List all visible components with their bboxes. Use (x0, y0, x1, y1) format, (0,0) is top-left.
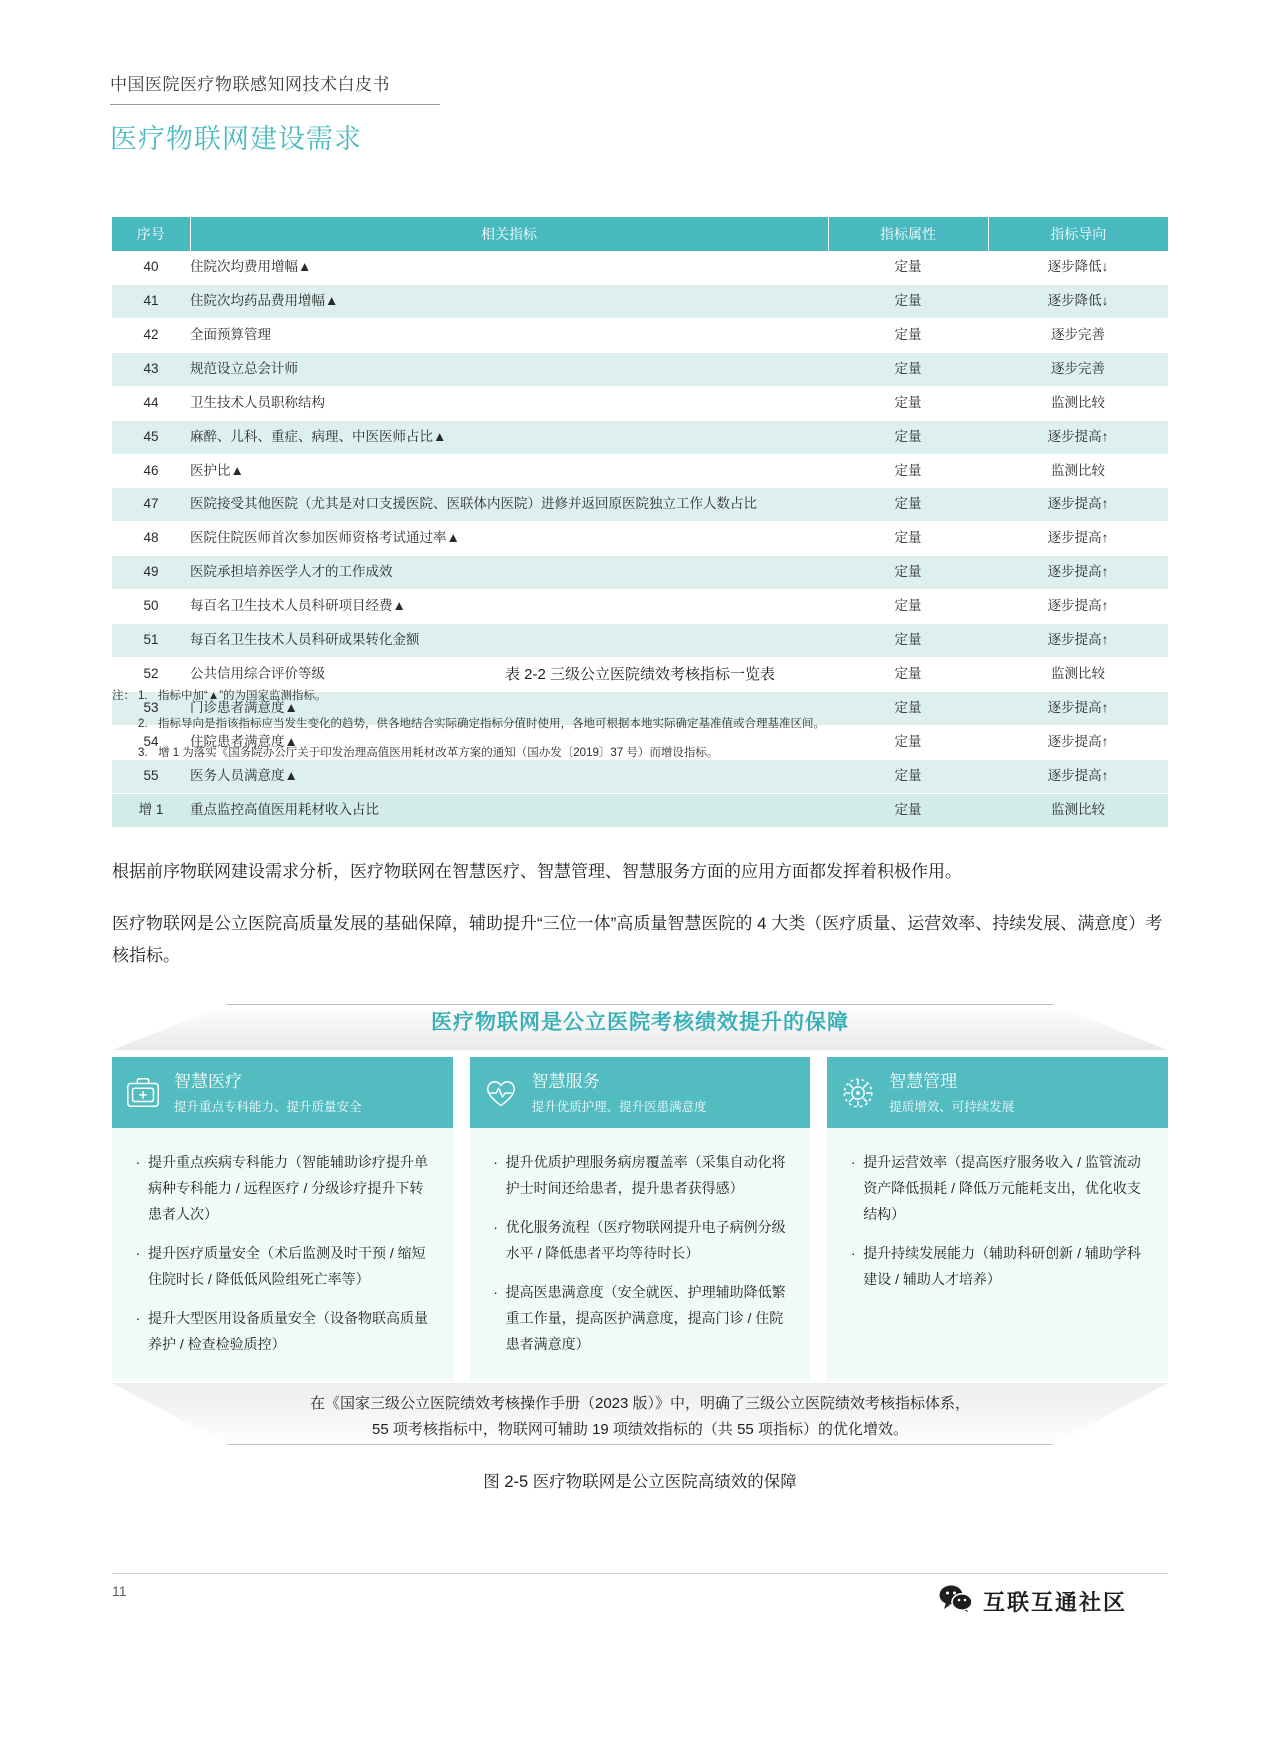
card-body (112, 1128, 453, 1381)
cell-attribute: 定量 (828, 793, 988, 827)
cell-attribute: 定量 (828, 691, 988, 725)
cell-indicator: 每百名卫生技术人员科研项目经费▲ (190, 590, 828, 624)
cell-direction: 逐步提高↑ (988, 488, 1168, 522)
banner-title: 医疗物联网是公立医院考核绩效提升的保障 (431, 1011, 849, 1034)
cell-indicator: 门诊患者满意度▲ (190, 691, 828, 725)
cell-indicator: 住院次均费用增幅▲ (190, 251, 828, 284)
note-lead (112, 716, 138, 733)
cell-no: 41 (112, 284, 190, 318)
figure-caption: 图 2-5 医疗物联网是公立医院高绩效的保障 (483, 1473, 797, 1491)
list-item (128, 1241, 433, 1293)
page-header (110, 70, 1170, 156)
col-header-no: 序号 (112, 217, 190, 251)
list-item-text: 提升大型医用设备质量安全（设备物联高质量养护 / 检查检验质控） (148, 1309, 428, 1352)
cell-no: 42 (112, 318, 190, 352)
table-row (112, 522, 1168, 556)
card-body (827, 1128, 1168, 1381)
cell-direction: 逐步降低↓ (988, 284, 1168, 318)
cell-indicator: 规范设立总会计师 (190, 352, 828, 386)
table-row (112, 488, 1168, 522)
list-item-text: 提升医疗质量安全（术后监测及时干预 / 缩短住院时长 / 降低低风险组死亡率等） (148, 1244, 426, 1287)
list-item (843, 1241, 1148, 1293)
paragraph-1: 根据前序物联网建设需求分析，医疗物联网在智慧医疗、智慧管理、智慧服务方面的应用方面都发挥着积极作用。 (112, 862, 962, 881)
page-number: 11 (112, 1583, 127, 1599)
gear-network-icon (827, 1074, 889, 1112)
list-item-text: 提升重点疾病专科能力（智能辅助诊疗提升单病种专科能力 / 远程医疗 / 分级诊疗提升下转患者人次） (148, 1154, 428, 1223)
cell-direction: 逐步提高↑ (988, 522, 1168, 556)
cell-indicator: 麻醉、儿科、重症、病理、中医医师占比▲ (190, 420, 828, 454)
footer-text (112, 1391, 1168, 1444)
cell-direction: 逐步提高↑ (988, 691, 1168, 725)
note-number: 2. (138, 718, 148, 731)
cell-indicator: 医院承担培养医学人才的工作成效 (190, 556, 828, 590)
cell-attribute: 定量 (828, 420, 988, 454)
cell-no: 50 (112, 590, 190, 624)
cell-attribute: 定量 (828, 488, 988, 522)
bullet-icon: · (850, 1244, 856, 1261)
cell-direction: 逐步降低↓ (988, 251, 1168, 284)
table-row (112, 352, 1168, 386)
card-title: 智慧管理 (889, 1072, 958, 1091)
list-item-text: 优化服务流程（医疗物联网提升电子病例分级水平 / 降低患者平均等待时长） (505, 1219, 786, 1261)
table-row (112, 793, 1168, 827)
cell-indicator: 重点监控高值医用耗材收入占比 (190, 793, 828, 827)
note-number: 1. (138, 690, 148, 702)
cell-no: 44 (112, 386, 190, 420)
diagram-card (470, 1057, 811, 1381)
card-title: 智慧医疗 (174, 1072, 242, 1091)
cell-direction: 逐步完善 (988, 318, 1168, 352)
card-subtitle: 提升优质护理、提升医患满意度 (531, 1100, 707, 1115)
cell-no: 54 (112, 725, 190, 759)
bullet-icon: · (135, 1244, 141, 1261)
card-header-text (174, 1071, 453, 1115)
cell-no: 55 (112, 759, 190, 793)
card-header-text (889, 1071, 1168, 1115)
col-header-attribute: 指标属性 (828, 217, 988, 251)
paragraph-2: 医疗物联网是公立医院高质量发展的基础保障，辅助提升“三位一体”高质量智慧医院的 4 大类（医疗质量、运营效率、持续发展、满意度）考核指标。 (112, 914, 1163, 966)
note-lead (112, 745, 138, 762)
bullet-icon: · (135, 1154, 141, 1171)
table-row (112, 420, 1168, 454)
cell-indicator: 公共信用综合评价等级 (190, 658, 828, 692)
section-title: 医疗物联网建设需求 (110, 124, 362, 154)
card-header (827, 1057, 1168, 1128)
cell-direction: 逐步完善 (988, 352, 1168, 386)
cell-no: 46 (112, 454, 190, 488)
cell-attribute: 定量 (828, 522, 988, 556)
cell-indicator: 医务人员满意度▲ (190, 759, 828, 793)
cell-indicator: 每百名卫生技术人员科研成果转化金额 (190, 624, 828, 658)
table-row (112, 624, 1168, 658)
list-item (486, 1215, 791, 1267)
diagram-card (112, 1057, 453, 1381)
cell-indicator: 医院住院医师首次参加医师资格考试通过率▲ (190, 522, 828, 556)
cell-direction: 逐步提高↑ (988, 725, 1168, 759)
table-row (112, 590, 1168, 624)
table-notes (112, 688, 1182, 773)
cell-attribute: 定量 (828, 590, 988, 624)
card-header (112, 1057, 453, 1128)
stamp-label: 互联互通社区 (982, 1589, 1127, 1615)
note-item (112, 745, 1182, 762)
note-text: 指标中加“▲”的为国家监测指标。 (158, 690, 327, 702)
table-row (112, 454, 1168, 488)
bullet-icon: · (493, 1154, 498, 1171)
cell-no: 49 (112, 556, 190, 590)
cell-no: 53 (112, 691, 190, 725)
cell-no: 43 (112, 352, 190, 386)
note-text: 增 1 为落实《国务院办公厅关于印发治理高值医用耗材改革方案的通知（国办发〔2019〕37 号）而增设指标。 (158, 746, 719, 759)
cell-direction: 监测比较 (988, 386, 1168, 420)
cell-no: 47 (112, 488, 190, 522)
table-caption: 表 2-2 三级公立医院绩效考核指标一览表 (504, 666, 776, 683)
cell-indicator: 住院次均药品费用增幅▲ (190, 284, 828, 318)
diagram-banner (112, 1004, 1168, 1050)
cell-direction: 监测比较 (988, 454, 1168, 488)
cell-attribute: 定量 (828, 251, 988, 284)
cell-indicator: 全面预算管理 (190, 318, 828, 352)
col-header-direction: 指标导向 (988, 217, 1168, 251)
diagram-card (827, 1057, 1168, 1381)
table-row (112, 318, 1168, 352)
heart-pulse-icon (470, 1074, 532, 1112)
running-title: 中国医院医疗物联感知网技术白皮书 (110, 75, 390, 94)
cell-attribute: 定量 (828, 556, 988, 590)
list-item (486, 1150, 791, 1202)
cell-no: 48 (112, 522, 190, 556)
list-item (128, 1150, 433, 1228)
card-body (470, 1128, 811, 1381)
cell-attribute: 定量 (828, 658, 988, 692)
col-header-indicator: 相关指标 (190, 217, 828, 251)
note-number: 3. (138, 746, 148, 759)
cell-direction: 监测比较 (988, 793, 1168, 827)
table-row (112, 556, 1168, 590)
wechat-icon (939, 1584, 973, 1619)
list-item (843, 1150, 1148, 1228)
note-lead: 注： (112, 690, 135, 702)
cell-no: 增 1 (112, 793, 190, 827)
list-item-text: 提升优质护理服务病房覆盖率（采集自动化将护士时间还给患者，提升患者获得感） (505, 1154, 786, 1197)
note-item (112, 688, 1182, 705)
cell-indicator: 住院患者满意度▲ (190, 725, 828, 759)
card-subtitle: 提升重点专科能力、提升质量安全 (174, 1100, 362, 1115)
diagram-footer (112, 1383, 1168, 1445)
bullet-icon: · (135, 1309, 141, 1326)
footer-line-2: 55 项考核指标中，物联网可辅助 19 项绩效指标的（共 55 项指标）的优化增效。 (372, 1421, 908, 1439)
list-item (486, 1280, 791, 1358)
card-subtitle: 提质增效、可持续发展 (889, 1100, 1015, 1115)
cell-no: 51 (112, 624, 190, 658)
note-item (112, 716, 1182, 733)
cell-indicator: 医护比▲ (190, 454, 828, 488)
cell-attribute: 定量 (828, 454, 988, 488)
cell-attribute: 定量 (828, 318, 988, 352)
cell-attribute: 定量 (828, 284, 988, 318)
bullet-icon: · (493, 1283, 498, 1300)
cell-indicator: 医院接受其他医院（尤其是对口支援医院、医联体内医院）进修并返回原医院独立工作人数占比 (190, 488, 828, 522)
cell-attribute: 定量 (828, 759, 988, 793)
cell-direction: 逐步提高↑ (988, 556, 1168, 590)
cell-direction: 逐步提高↑ (988, 590, 1168, 624)
first-aid-kit-icon (112, 1074, 174, 1112)
header-divider (110, 104, 440, 105)
table-header-row (112, 217, 1168, 251)
cell-direction: 逐步提高↑ (988, 759, 1168, 793)
list-item-text: 提升运营效率（提高医疗服务收入 / 监管流动资产降低损耗 / 降低万元能耗支出，优化收支结构） (863, 1154, 1141, 1223)
cell-no: 40 (112, 251, 190, 284)
cell-indicator: 卫生技术人员职称结构 (190, 386, 828, 420)
community-stamp (898, 1570, 1168, 1632)
cell-attribute: 定量 (828, 624, 988, 658)
cell-no: 45 (112, 420, 190, 454)
list-item-text: 提升持续发展能力（辅助科研创新 / 辅助学科建设 / 辅助人才培养） (863, 1244, 1141, 1287)
table-row (112, 251, 1168, 284)
card-header-text (532, 1071, 811, 1115)
cell-direction: 监测比较 (988, 658, 1168, 692)
note-text: 指标导向是指该指标应当发生变化的趋势，供各地结合实际确定指标分值时使用，各地可根据本地实际确定基准值或合理基准区间。 (158, 718, 825, 731)
cell-direction: 逐步提高↑ (988, 624, 1168, 658)
cell-attribute: 定量 (828, 386, 988, 420)
cell-attribute: 定量 (828, 725, 988, 759)
card-header (470, 1057, 811, 1128)
cell-no: 52 (112, 658, 190, 692)
list-item (128, 1306, 433, 1358)
bullet-icon: · (850, 1154, 856, 1171)
list-item-text: 提高医患满意度（安全就医、护理辅助降低繁重工作量，提高医护满意度，提高门诊 / 住院患者满意度） (505, 1283, 786, 1352)
cell-direction: 逐步提高↑ (988, 420, 1168, 454)
diagram-cards (112, 1057, 1168, 1381)
footer-line-1: 在《国家三级公立医院绩效考核操作手册（2023 版）》中，明确了三级公立医院绩效考核指标体系， (309, 1395, 971, 1412)
table-row (112, 386, 1168, 420)
card-title: 智慧服务 (531, 1072, 600, 1091)
bullet-icon: · (493, 1219, 498, 1236)
cell-attribute: 定量 (828, 352, 988, 386)
table-row (112, 284, 1168, 318)
